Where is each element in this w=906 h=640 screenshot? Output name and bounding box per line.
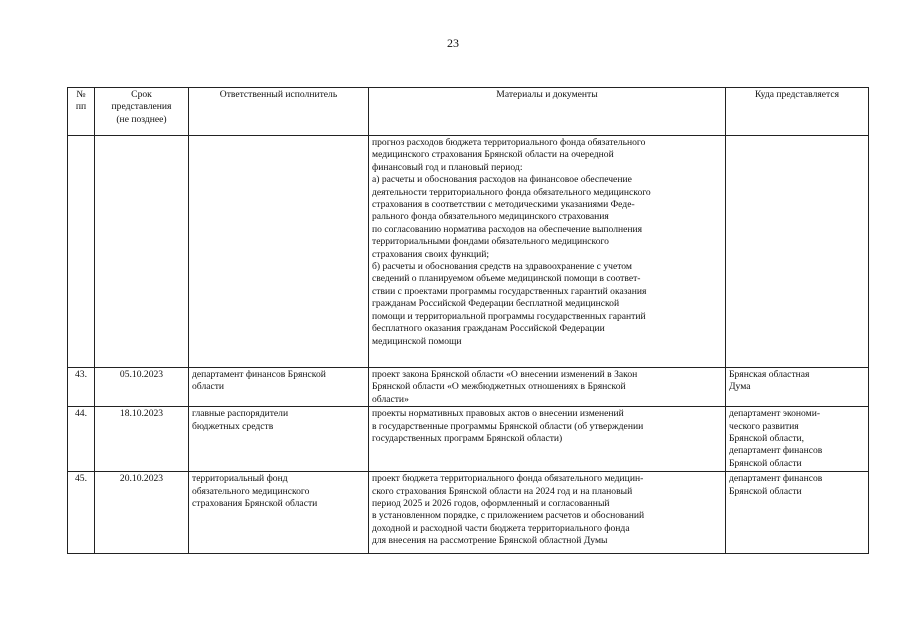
row-materials: проект закона Брянской области «О внесении изменений в Закон Брянской области «О межбюджетных отношениях в Брянской области» bbox=[369, 368, 726, 407]
row-num: 45. bbox=[68, 472, 95, 554]
header-destination: Куда представляется bbox=[726, 88, 869, 136]
table-body bbox=[68, 136, 869, 554]
header-deadline: Срок представления (не позднее) bbox=[95, 88, 189, 136]
row-materials: прогноз расходов бюджета территориального фонда обязательного медицинского страхования Брянской области на очередной финансовый год и плановый период: а) расчеты и обоснования расходов на финансовое обеспечение деятельности территориального фонда обязательного медицинского страхования в соответствии с методическими указаниями Феде- рального фонда обязательного медицинского страхования по согласованию норматива расходов на обеспечение выполнения территориальными фондами обязательного медицинского страхования своих функций; б) расчеты и обоснования средств на здравоохранение с учетом сведений о планируемом объеме медицинской помощи в соответ- ствии с проектами программы государственных гарантий оказания гражданам Российской Федерации бесплатной медицинской помощи и территориальной программы государственных гарантий бесплатного оказания гражданам Российской Федерации медицинской помощи bbox=[369, 136, 726, 368]
page-number: 23 bbox=[447, 36, 459, 50]
header-row bbox=[68, 88, 869, 136]
row-destination: департамент экономи- ческого развития Брянской области, департамент финансов Брянской области bbox=[726, 407, 869, 472]
row-num bbox=[68, 136, 95, 368]
table-row bbox=[68, 407, 869, 472]
row-destination bbox=[726, 136, 869, 368]
row-num: 43. bbox=[68, 368, 95, 407]
row-executor bbox=[189, 136, 369, 368]
table-header bbox=[68, 88, 869, 136]
row-destination: департамент финансов Брянской области bbox=[726, 472, 869, 554]
row-num: 44. bbox=[68, 407, 95, 472]
row-date: 05.10.2023 bbox=[95, 368, 189, 407]
row-materials: проект бюджета территориального фонда обязательного медицин- ского страхования Брянской области на 2024 год и на плановый период 2025 и 2026 годов, оформленный и согласованный в установленном порядке, с приложением расчетов и обоснований доходной и расходной части бюджета территориального фонда для внесения на рассмотрение Брянской областной Думы bbox=[369, 472, 726, 554]
row-executor: департамент финансов Брянской области bbox=[189, 368, 369, 407]
row-destination: Брянская областная Дума bbox=[726, 368, 869, 407]
row-date bbox=[95, 136, 189, 368]
header-executor: Ответственный исполнитель bbox=[189, 88, 369, 136]
table-row bbox=[68, 136, 869, 368]
row-date: 18.10.2023 bbox=[95, 407, 189, 472]
row-date: 20.10.2023 bbox=[95, 472, 189, 554]
schedule-table bbox=[67, 87, 869, 554]
row-executor: главные распорядители бюджетных средств bbox=[189, 407, 369, 472]
row-materials: проекты нормативных правовых актов о внесении изменений в государственные программы Брянской области (об утверждении государственных программ Брянской области) bbox=[369, 407, 726, 472]
header-materials: Материалы и документы bbox=[369, 88, 726, 136]
table-row bbox=[68, 472, 869, 554]
row-executor: территориальный фонд обязательного медицинского страхования Брянской области bbox=[189, 472, 369, 554]
table-row bbox=[68, 368, 869, 407]
header-num: № пп bbox=[68, 88, 95, 136]
